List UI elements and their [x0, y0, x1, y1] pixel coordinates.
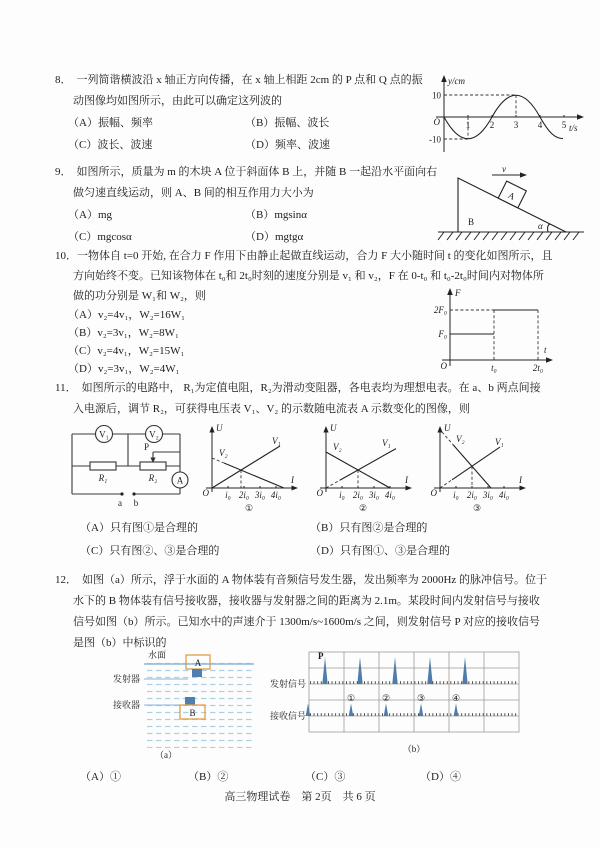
- svg-text:i₀: i₀: [453, 490, 459, 500]
- block-on-incline: [498, 181, 526, 208]
- 2t0-tick: 2t₀: [532, 363, 544, 373]
- body-b-label: B: [189, 708, 196, 718]
- transmitter-label: 发射器: [112, 674, 140, 684]
- svg-text:4i₀: 4i₀: [270, 490, 282, 500]
- i-label: I: [519, 475, 522, 485]
- i-label: I: [405, 475, 408, 485]
- r2-label: R₂: [148, 473, 158, 483]
- svg-text:2i₀: 2i₀: [466, 490, 478, 500]
- x-tick-labels: [225, 490, 281, 500]
- ammeter: [172, 472, 188, 488]
- question-10-text-line3: 做的功分别是 W₁和 W₂，则: [73, 290, 206, 302]
- question-11-number: 11．: [55, 382, 77, 394]
- question-11-options: [80, 517, 597, 563]
- v1-line-dashed: [326, 480, 340, 488]
- water-surface-label: 水面: [148, 650, 167, 660]
- resistor-r1: [90, 462, 116, 470]
- q10-option-a: （A）v₂=4v₁，W₂=16W₁: [68, 309, 185, 321]
- caption-3: ③: [472, 503, 482, 513]
- r1-label: R₁: [98, 473, 108, 483]
- v2-label: V₂: [456, 434, 465, 444]
- q12-figure-a: [84, 646, 258, 768]
- received-pulse-marks: [347, 693, 460, 703]
- svg-text:4i₀: 4i₀: [384, 490, 396, 500]
- 2f0-label: 2F₀: [433, 305, 447, 315]
- axes: [434, 426, 526, 492]
- q11-option-a: （A）只有图①是合理的: [80, 522, 198, 534]
- f0-label: F₀: [438, 329, 447, 339]
- svg-text:②: ②: [381, 693, 391, 703]
- svg-text:④: ④: [451, 693, 461, 703]
- svg-text:①: ①: [346, 693, 356, 703]
- q8-option-b: （B）振幅、波长: [245, 117, 330, 129]
- caption-1: ①: [244, 503, 254, 513]
- q10-force-time-graph: [422, 282, 560, 376]
- q10-option-c: （C）v₂=4v₁，W₂=15W₁: [68, 345, 185, 357]
- angle-label: α: [538, 221, 543, 231]
- origin-label: O: [440, 361, 447, 371]
- origin-label: O: [316, 488, 323, 498]
- resistor-r2: [140, 462, 166, 470]
- question-9-text-line2: 做匀速直线运动，则 A、B 间的相互作用力大小为: [73, 187, 314, 199]
- axes: [442, 288, 553, 366]
- q8-wave-graph: [424, 72, 592, 160]
- v1-label: V₁: [382, 438, 391, 448]
- terminal-b-dot: [132, 492, 135, 495]
- question-8-text-line1: 一列简谐横波沿 x 轴正方向传播，在 x 轴上相距 2cm 的 P 点和 Q 点的振: [76, 74, 423, 86]
- question-12-options-block: [55, 766, 597, 788]
- x-axis-label: t: [544, 345, 547, 355]
- ground: [438, 232, 584, 240]
- q12-option-d: （D）④: [420, 771, 461, 783]
- svg-text:A: A: [176, 475, 184, 486]
- oscilloscope-grid: [309, 652, 519, 732]
- receiver-label: 接收器: [112, 700, 140, 710]
- q10-option-d: （D）v₂=3v₁，W₂=4W₁: [68, 363, 180, 375]
- q8-option-a: （A）振幅、频率: [68, 117, 153, 129]
- question-11-text-line2: 入电源后，调节 R₂，可获得电压表 V₁、V₂ 的示数随电流表 A 示数变化的图像，则: [73, 403, 470, 415]
- q9-option-d: （D）mgtgα: [245, 231, 304, 243]
- v1-label: V₁: [272, 436, 281, 446]
- figure-a-caption: （a）: [155, 750, 177, 760]
- svg-text:2i₀: 2i₀: [352, 490, 364, 500]
- rx-signal-label: 接收信号: [269, 711, 306, 721]
- svg-text:i₀: i₀: [225, 490, 231, 500]
- tx-signal-label: 发射信号: [269, 679, 306, 689]
- svg-text:3i₀: 3i₀: [368, 490, 380, 500]
- question-12: [55, 570, 597, 654]
- q12-option-c: （C）③: [305, 771, 346, 783]
- axes: [206, 426, 298, 492]
- t0-tick: t₀: [491, 363, 497, 373]
- x-tick-labels: [466, 120, 567, 130]
- question-8-number: 8．: [55, 74, 72, 86]
- voltmeter-v2: [146, 426, 163, 443]
- svg-text:4: 4: [537, 120, 543, 130]
- terminal-b-label: b: [133, 498, 139, 508]
- wedge-b-label: B: [468, 217, 475, 227]
- q10-option-b: （B）v₂=3v₁，W₂=8W₁: [68, 327, 179, 339]
- pulse-p-label: P: [318, 651, 324, 661]
- svg-text:3i₀: 3i₀: [482, 490, 494, 500]
- v2-line-dashed: [212, 458, 224, 463]
- u-label: U: [444, 423, 451, 433]
- svg-text:V₁: V₁: [99, 429, 109, 440]
- svg-text:③: ③: [416, 693, 426, 703]
- u-label: U: [216, 423, 223, 433]
- receiver-box: [185, 697, 195, 705]
- svg-text:4i₀: 4i₀: [498, 490, 510, 500]
- x-tick-labels: [339, 490, 395, 500]
- u-label: U: [330, 423, 337, 433]
- q9-option-c: （C）mgcosα: [68, 231, 132, 243]
- svg-text:3i₀: 3i₀: [254, 490, 266, 500]
- question-11-text-line1: 如图所示的电路中， R₁为定值电阻，R₂为滑动变阻器，各电表均为理想电表。在 a、b 两点间接: [81, 382, 541, 394]
- terminal-a-dot: [120, 492, 123, 495]
- question-9-number: 9．: [55, 166, 72, 178]
- v1-line-dashed: [440, 480, 452, 488]
- block-a-label: A: [506, 189, 517, 202]
- svg-text:1: 1: [465, 120, 471, 130]
- svg-text:2i₀: 2i₀: [238, 490, 250, 500]
- v2-label: V₂: [333, 442, 342, 452]
- q11-option-c: （C）只有图②、③是合理的: [80, 545, 220, 557]
- question-12-text-line3: 信号如图（b）所示。已知水中的声速介于 1300m/s~1600m/s 之间，则发射信号 P 对应的接收信号: [73, 616, 540, 628]
- velocity-label: v: [502, 164, 506, 174]
- x-tick-labels: [453, 490, 509, 500]
- q12-figure-b: [264, 646, 532, 762]
- question-10-number: 10．: [55, 250, 77, 262]
- i-label: I: [291, 475, 294, 485]
- origin-label: O: [430, 488, 437, 498]
- question-11-options-block: [55, 517, 597, 563]
- axes: [320, 426, 412, 492]
- angle-arc: [548, 224, 550, 232]
- velocity-arrow: [492, 164, 527, 178]
- ymax-label: 10: [432, 90, 441, 101]
- q11-graph-2: [308, 418, 418, 515]
- voltmeter-v1: [96, 426, 113, 443]
- terminal-a-label: a: [118, 498, 122, 508]
- question-12-text-line2: 水下的 B 物体装有信号接收器，接收器与发射器之间的距离为 2.1m。某段时间内发射信号与接收: [73, 595, 540, 607]
- ymin-label: -10: [429, 134, 441, 145]
- question-10-text-line2: 方向始终不变。已知该物体在 t₀和 2t₀时刻的速度分别是 v₁ 和 v₂，F 在 0-t₀ 和 t₀-2t₀时间内对物体所: [73, 270, 544, 282]
- q12-option-a: （A）①: [80, 771, 121, 783]
- question-9-text-line1: 如图所示，质量为 m 的木块 A 位于斜面体 B 上，并随 B 一起沿水平面向右: [76, 166, 438, 178]
- question-12-number: 12．: [55, 574, 77, 586]
- figure-b-caption: （b）: [402, 744, 426, 754]
- y-axis-label: F: [455, 288, 461, 298]
- q11-option-b: （B）只有图②是合理的: [310, 522, 428, 534]
- question-12-text-line4: 是图（b）中标识的: [73, 637, 167, 649]
- caption-2: ②: [358, 503, 368, 513]
- q11-circuit-diagram: [58, 420, 194, 514]
- v2-label: V₂: [219, 448, 228, 458]
- question-12-text-line1: 如图（a）所示，浮于水面的 A 物体装有音频信号发生器，发出频率为 2000Hz 的脉冲信号。位于: [82, 574, 548, 586]
- question-11: [55, 378, 597, 420]
- q9-option-b: （B）mgsinα: [245, 209, 307, 221]
- origin-label: O: [202, 488, 209, 498]
- svg-text:i₀: i₀: [339, 490, 345, 500]
- svg-text:2: 2: [489, 120, 495, 130]
- slider: [150, 452, 155, 463]
- svg-text:5: 5: [561, 120, 567, 130]
- y-axis-label: y/cm: [448, 76, 465, 86]
- q8-option-c: （C）波长、波速: [68, 139, 153, 151]
- q11-graph-1: [194, 418, 304, 515]
- transmitter-box: [192, 669, 202, 677]
- origin-label: O: [433, 117, 440, 127]
- question-8-text-line2: 动图像均如图所示，由此可以确定这列波的: [73, 95, 282, 107]
- v1-label: V₁: [495, 437, 504, 447]
- q11-option-d: （D）只有图①、③是合理的: [310, 545, 450, 557]
- question-12-options: [80, 766, 597, 788]
- q8-option-d: （D）频率、波速: [245, 139, 330, 151]
- x-axis-label: t/s: [569, 123, 578, 133]
- q11-graph-3: [422, 418, 532, 515]
- svg-text:3: 3: [513, 120, 519, 130]
- svg-text:V₂: V₂: [149, 429, 159, 440]
- slider-p-label: P: [143, 442, 149, 452]
- v2-line-dashed: [442, 432, 453, 445]
- q12-option-b: （B）②: [188, 771, 229, 783]
- q9-option-a: （A）mg: [68, 209, 112, 221]
- float-a-label: A: [194, 658, 202, 668]
- q9-incline-diagram: [430, 164, 592, 246]
- dashed-guides: [450, 310, 538, 360]
- question-10-text-line1: 一物体自 t=0 开始, 在合力 F 作用下由静止起做直线运动，合力 F 大小随时间 t 的变化如图所示，且: [77, 250, 553, 262]
- page-footer: 高三物理试卷 第 2页 共 6 页: [224, 791, 376, 803]
